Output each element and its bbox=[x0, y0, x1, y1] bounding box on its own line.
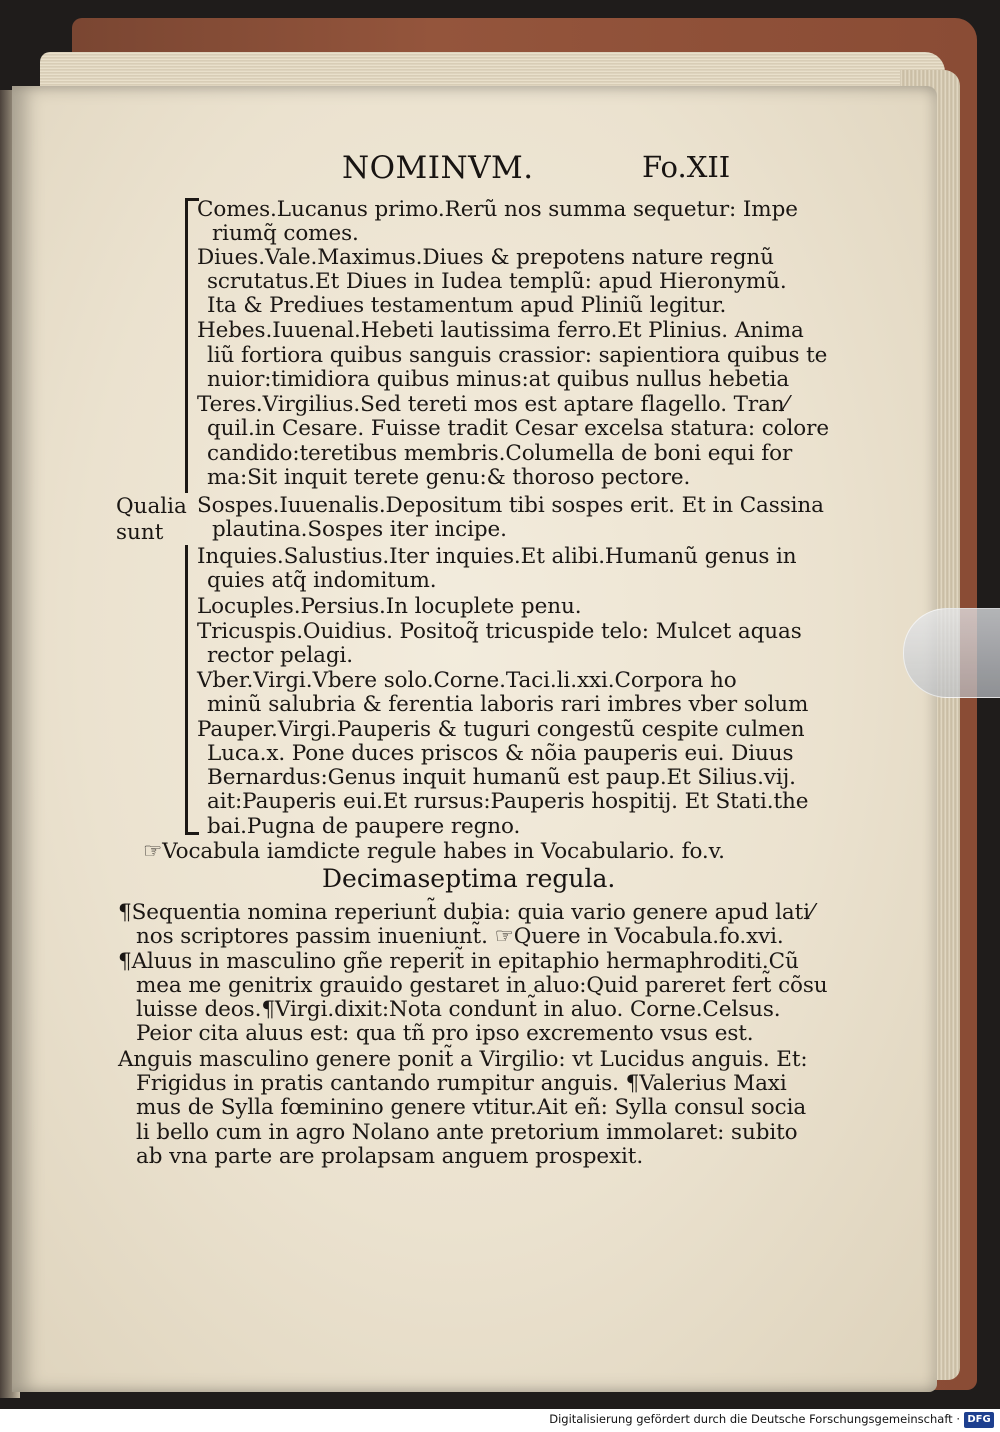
footer-credit: Digitalisierung gefördert durch die Deutsche Forschungsgemeinschaft · bbox=[549, 1412, 960, 1426]
text-line: ma:Sit inquit terete genu:& thoroso pectore. bbox=[207, 465, 691, 490]
text-line: ¶Aluus in masculino gñe reperit̃ in epitaphio hermaphroditi.Cũ bbox=[118, 949, 799, 974]
text-line: scrutatus.Et Diues in Iudea templũ: apud Hieronymũ. bbox=[207, 269, 787, 294]
text-line: Peior cita aluus est: qua tñ pro ipso excremento vsus est. bbox=[136, 1021, 754, 1046]
text-line: mea me genitrix grauido gestaret in aluo:Quid pareret fert̃ cõsu bbox=[136, 973, 828, 998]
text-line: candido:teretibus membris.Columella de boni equi for bbox=[207, 441, 793, 466]
text-line: luisse deos.¶Virgi.dixit:Nota condunt̃ in aluo. Corne.Celsus. bbox=[136, 997, 781, 1022]
vocabula-reference-line: ☞Vocabula iamdicte regule habes in Vocabulario. fo.v. bbox=[143, 839, 725, 864]
running-title: NOMINVM. bbox=[342, 150, 534, 186]
text-line: Pauper.Virgi.Pauperis & tuguri congestũ cespite culmen bbox=[197, 717, 805, 742]
text-line: Hebes.Iuuenal.Hebeti lautissima ferro.Et Plinius. Anima bbox=[197, 318, 804, 343]
text-line: Luca.x. Pone duces priscos & nõia pauperis eui. Diuus bbox=[207, 741, 794, 766]
text-line: ait:Pauperis eui.Et rursus:Pauperis hospitij. Et Stati.the bbox=[207, 789, 809, 814]
brace-mark-lower bbox=[185, 545, 188, 835]
text-line: Bernardus:Genus inquit humanũ est paup.Et Silius.vij. bbox=[207, 765, 796, 790]
text-line: li bello cum in agro Nolano ante pretorium immolaret: subito bbox=[136, 1120, 798, 1145]
text-line: nos scriptores passim inueniunt̃. ☞Quere in Vocabula.fo.xvi. bbox=[136, 924, 784, 949]
section-heading: Decimaseptima regula. bbox=[322, 864, 616, 893]
text-line: Tricuspis.Ouidius. Positoq̃ tricuspide telo: Mulcet aquas bbox=[197, 619, 802, 644]
brace-mark-lower-bottom bbox=[185, 832, 199, 835]
text-line: Anguis masculino genere ponit̃ a Virgilio: vt Lucidus anguis. Et: bbox=[118, 1047, 808, 1072]
text-line: ab vna parte are prolapsam anguem prospexit. bbox=[136, 1144, 644, 1169]
text-line: rector pelagi. bbox=[207, 643, 353, 668]
dfg-logo: DFG bbox=[964, 1412, 994, 1428]
text-line: Ita & Prediues testamentum apud Pliniũ legitur. bbox=[207, 293, 727, 318]
brace-mark-upper bbox=[185, 198, 188, 493]
text-line: quil.in Cesare. Fuisse tradit Cesar excelsa statura: colore bbox=[207, 416, 829, 441]
text-line: ¶Sequentia nomina reperiunt̃ dubia: quia vario genere apud lati⁄ bbox=[118, 900, 814, 925]
page-top-edges bbox=[40, 52, 945, 88]
text-line: Sospes.Iuuenalis.Depositum tibi sospes erit. Et in Cassina bbox=[197, 493, 824, 518]
text-line: Frigidus in pratis cantando rumpitur anguis. ¶Valerius Maxi bbox=[136, 1071, 787, 1096]
text-line: nuior:timidiora quibus minus:at quibus nullus hebetia bbox=[207, 367, 790, 392]
folio-number: Fo.XII bbox=[642, 150, 731, 184]
text-line: riumq̃ comes. bbox=[212, 221, 359, 246]
text-line: quies atq̃ indomitum. bbox=[207, 568, 437, 593]
text-line: minũ salubria & ferentia laboris rari imbres vber solum bbox=[207, 692, 809, 717]
text-line: Comes.Lucanus primo.Rerũ nos summa sequetur: Impe bbox=[197, 197, 798, 222]
text-line: Locuples.Persius.In locuplete penu. bbox=[197, 594, 582, 619]
text-line: Inquies.Salustius.Iter inquies.Et alibi.Humanũ genus in bbox=[197, 544, 797, 569]
margin-note-qualia: Qualia bbox=[116, 494, 187, 519]
text-line: Diues.Vale.Maximus.Diues & prepotens nature regnũ bbox=[197, 245, 774, 270]
text-line: mus de Sylla fœminino genere vtitur.Ait eñ: Sylla consul socia bbox=[136, 1095, 807, 1120]
margin-note-sunt: sunt bbox=[116, 520, 164, 545]
page-clip-tab bbox=[903, 608, 1000, 698]
text-line: Teres.Virgilius.Sed tereti mos est aptare flagello. Tran⁄ bbox=[197, 392, 789, 417]
text-line: Vber.Virgi.Vbere solo.Corne.Taci.li.xxi.Corpora ho bbox=[197, 668, 737, 693]
text-line: liũ fortiora quibus sanguis crassior: sapientiora quibus te bbox=[207, 343, 828, 368]
text-line: plautina.Sospes iter incipe. bbox=[212, 517, 507, 542]
footer-bar bbox=[0, 1409, 1000, 1432]
text-line: bai.Pugna de paupere regno. bbox=[207, 814, 521, 839]
